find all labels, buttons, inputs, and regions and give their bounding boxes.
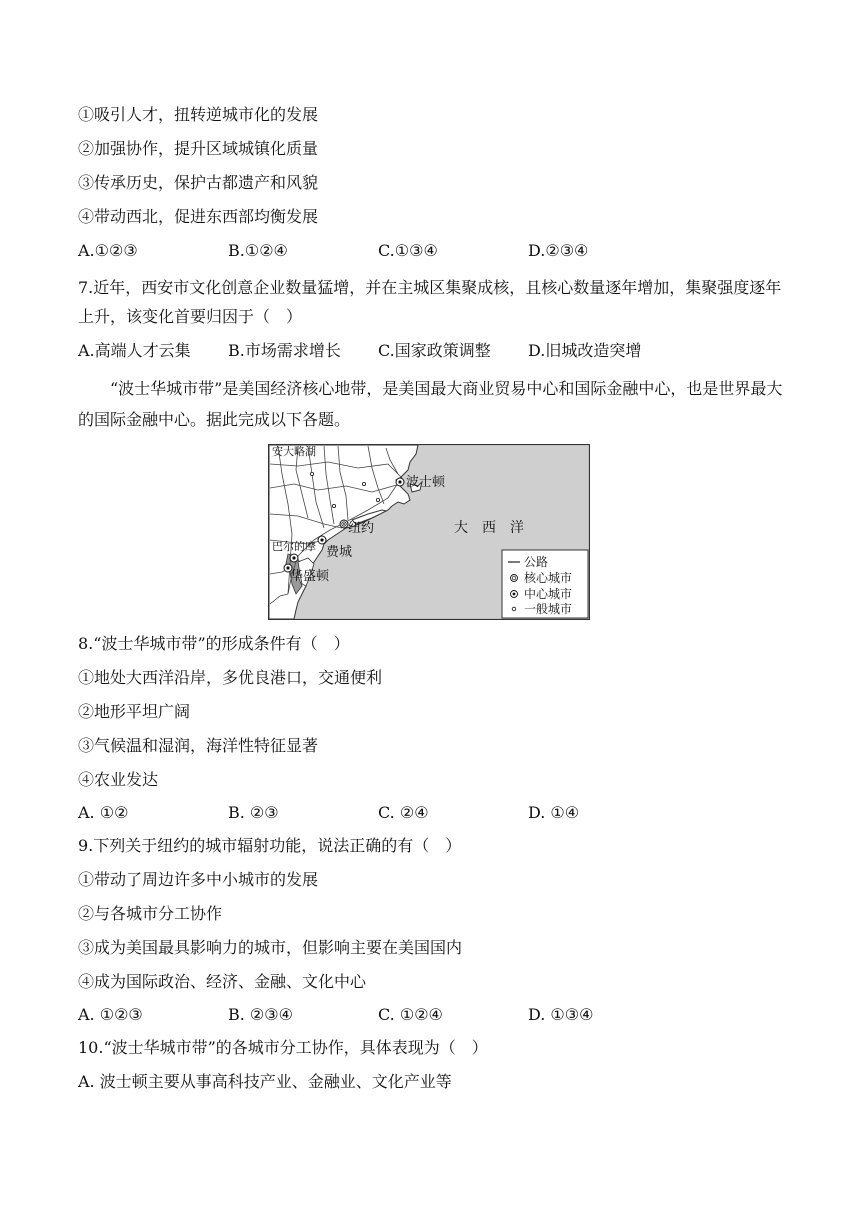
q8-item-1: ①地处大西洋沿岸，多优良港口，交通便利: [78, 668, 383, 687]
q6-option-a[interactable]: A.①②③: [78, 241, 138, 260]
q7-option-a[interactable]: A.高端人才云集: [78, 341, 191, 360]
label-philadelphia: 费城: [326, 545, 353, 560]
legend-core-symbol: [511, 575, 518, 582]
q10-stem: 10.“波士华城市带”的各城市分工协作，具体表现为（ ）: [78, 1038, 488, 1057]
q10-option-a[interactable]: A. 波士顿主要从事高科技产业、金融业、文化产业等: [78, 1072, 452, 1091]
legend-general-label: 一般城市: [524, 602, 573, 616]
label-new-york: 纽约: [348, 521, 375, 536]
q8-option-c[interactable]: C. ②④: [378, 803, 429, 822]
q6-option-b[interactable]: B.①②④: [228, 241, 288, 260]
q8-option-d[interactable]: D. ①④: [528, 803, 580, 822]
boswash-map: [268, 444, 590, 620]
q8-item-4: ④农业发达: [78, 770, 159, 789]
map-legend: [502, 550, 588, 618]
q6-option-c[interactable]: C.①③④: [378, 241, 438, 260]
label-lake-ontario: 安大略湖: [272, 445, 316, 458]
label-boston: 波士顿: [406, 475, 446, 490]
q7-option-d[interactable]: D.旧城改造突增: [528, 341, 642, 360]
q9-item-4: ④成为国际政治、经济、金融、文化中心: [78, 972, 367, 991]
q9-item-2: ②与各城市分工协作: [78, 904, 223, 923]
legend-general-symbol: [512, 607, 516, 611]
q9-option-d[interactable]: D. ①③④: [528, 1005, 594, 1024]
label-atlantic-ocean: 大 西 洋: [454, 520, 524, 536]
legend-center-label: 中心城市: [524, 587, 573, 601]
q7-stem: 7.近年，西安市文化创意企业数量猛增，并在主城区集聚成核，且核心数量逐年增加，集聚强度逐年上升，该变化首要归因于（ ）: [78, 278, 782, 326]
q9-item-1: ①带动了周边许多中小城市的发展: [78, 870, 319, 889]
q8-item-2: ②地形平坦广阔: [78, 702, 191, 721]
q8-item-3: ③气候温和湿润，海洋性特征显著: [78, 736, 319, 755]
q9-option-c[interactable]: C. ①②④: [378, 1005, 443, 1024]
q8-stem: 8.“波士华城市带”的形成条件有（ ）: [78, 634, 350, 653]
label-baltimore: 巴尔的摩: [272, 540, 316, 553]
q9-item-3: ③成为美国最具影响力的城市，但影响主要在美国国内: [78, 938, 463, 957]
q9-option-b[interactable]: B. ②③④: [228, 1005, 293, 1024]
q6-option-d[interactable]: D.②③④: [528, 241, 589, 260]
q6-item-3: ③传承历史，保护古都遗产和风貌: [78, 173, 319, 192]
q6-item-2: ②加强协作，提升区域城镇化质量: [78, 139, 319, 158]
q6-item-4: ④带动西北，促进东西部均衡发展: [78, 207, 319, 226]
label-washington: 华盛顿: [290, 569, 330, 584]
q9-option-a[interactable]: A. ①②③: [78, 1005, 143, 1024]
intro-paragraph: “波士华城市带”是美国经济核心地带，是美国最大商业贸易中心和国际金融中心，也是世界最大的国际金融中心。据此完成以下各题。: [78, 379, 783, 429]
q7-option-c[interactable]: C.国家政策调整: [378, 341, 491, 360]
q7-option-b[interactable]: B.市场需求增长: [228, 341, 341, 360]
q8-option-b[interactable]: B. ②③: [228, 803, 279, 822]
q6-item-1: ①吸引人才，扭转逆城市化的发展: [78, 105, 319, 124]
legend-road-label: 公路: [524, 555, 549, 569]
q9-stem: 9.下列关于纽约的城市辐射功能，说法正确的有（ ）: [78, 836, 462, 855]
legend-core-label: 核心城市: [524, 571, 573, 585]
q8-option-a[interactable]: A. ①②: [78, 803, 129, 822]
